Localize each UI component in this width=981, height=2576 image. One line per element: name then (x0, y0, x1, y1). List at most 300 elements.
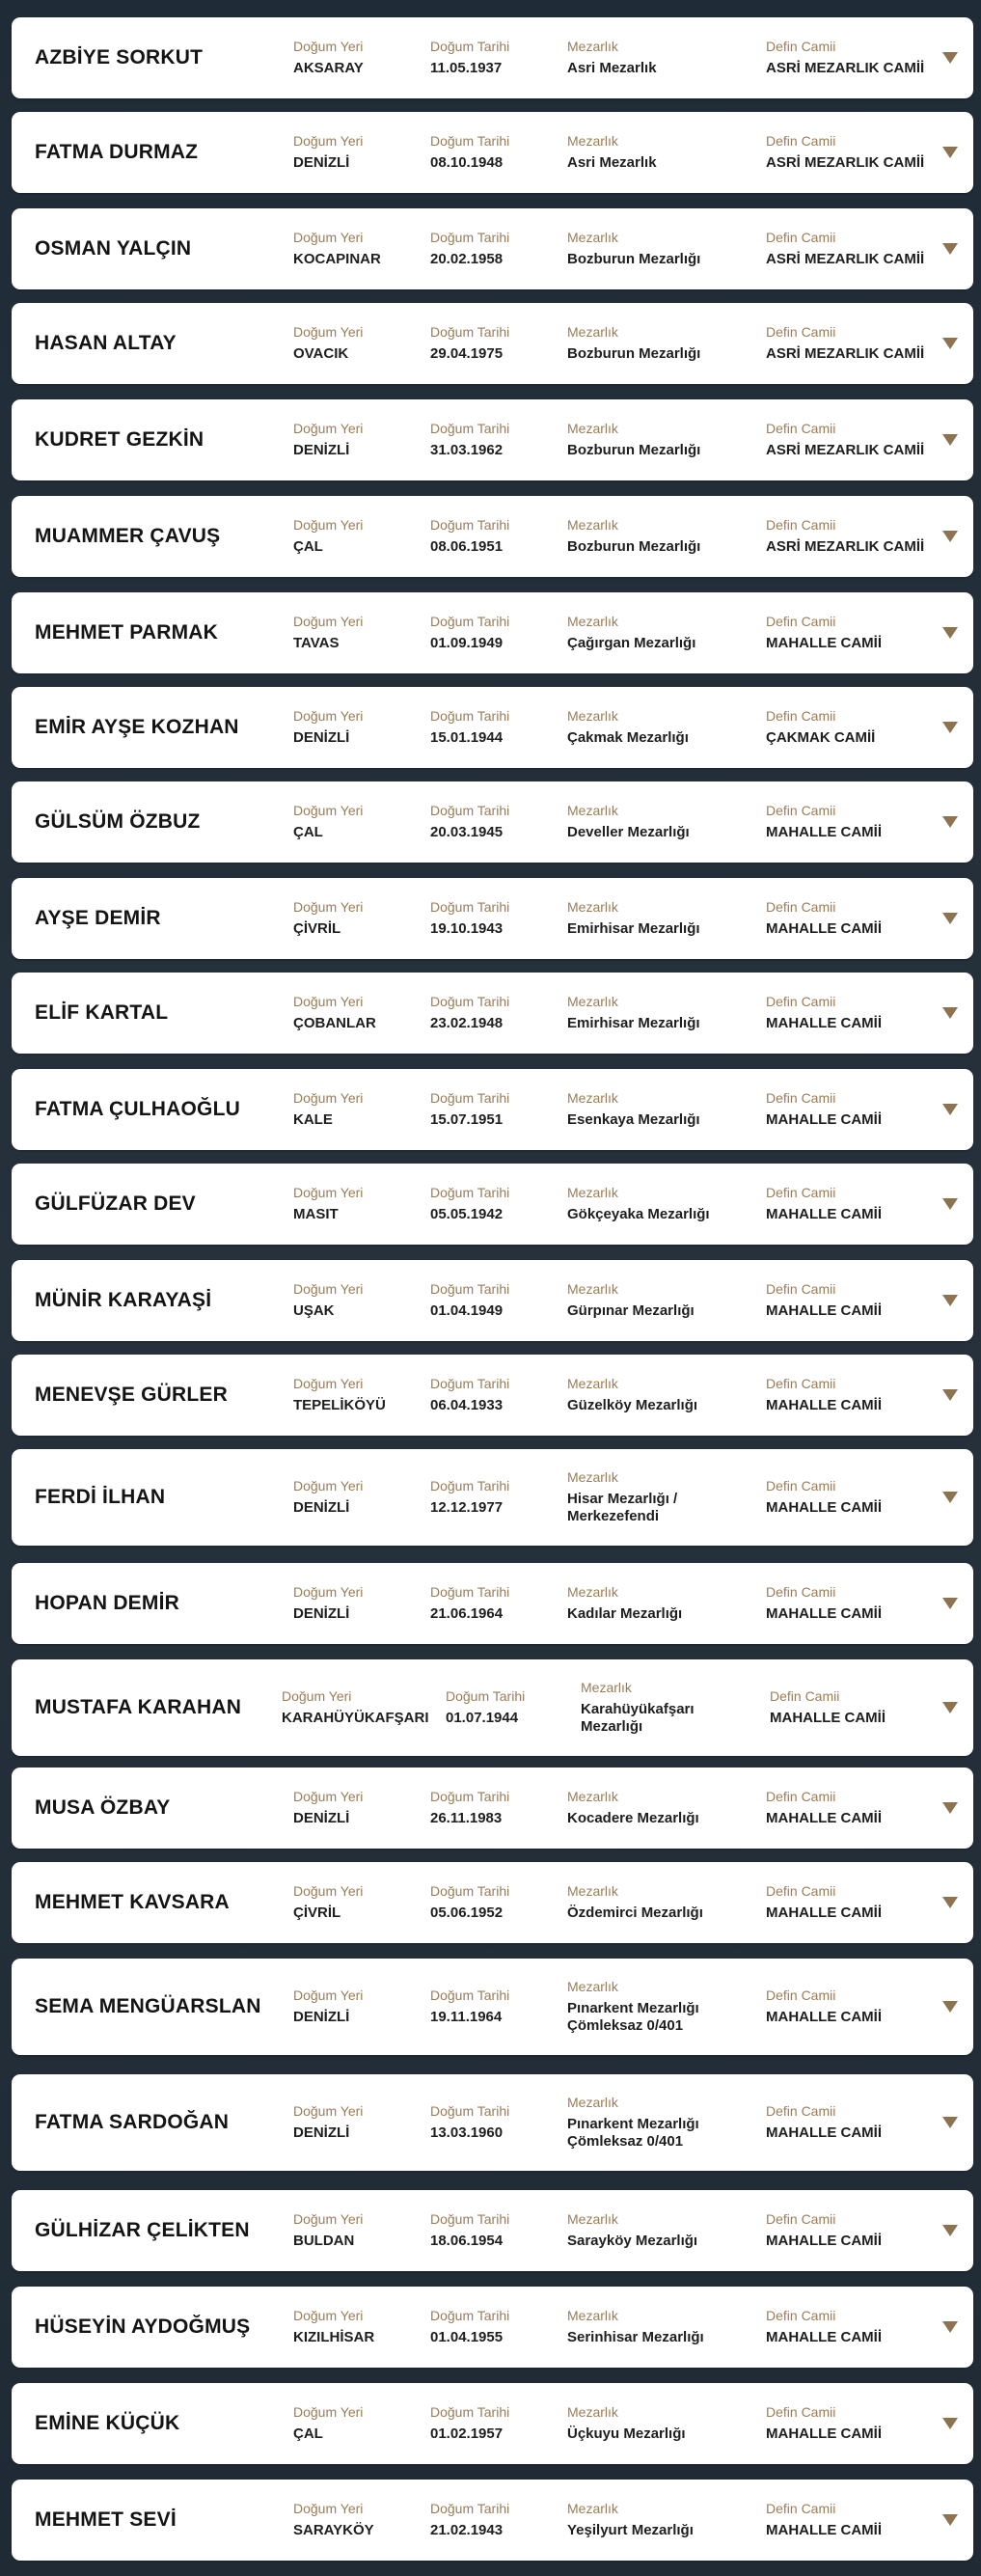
cemetery-value: Bozburun Mezarlığı (567, 345, 701, 362)
mosque-value: MAHALLE CAMİİ (766, 1015, 882, 1031)
cemetery-value: Üçkuyu Mezarlığı (567, 2425, 686, 2442)
obituary-card[interactable] (12, 496, 973, 577)
birth-date-value: 21.02.1943 (430, 2522, 504, 2538)
chevron-down-icon[interactable] (942, 1598, 958, 1609)
cemetery-value: Gürpınar Mezarlığı (567, 1302, 695, 1319)
mosque-field (766, 112, 949, 193)
birth-place-value: DENİZLİ (293, 2124, 350, 2141)
birth-place-value: ÇAL (293, 538, 323, 555)
deceased-name: AZBİYE SORKUT (35, 46, 204, 69)
deceased-name: MEHMET KAVSARA (35, 1891, 230, 1913)
chevron-down-icon[interactable] (942, 243, 958, 255)
chevron-down-icon[interactable] (942, 722, 958, 733)
birth-place-value: UŞAK (293, 1302, 335, 1319)
birth-place-field (293, 781, 428, 863)
birth-place-field (293, 496, 428, 577)
obituary-card[interactable] (12, 1959, 973, 2055)
mosque-field (770, 1659, 943, 1756)
chevron-down-icon[interactable] (942, 1492, 958, 1503)
cemetery-label: Mezarlık (567, 421, 618, 436)
obituary-card[interactable] (12, 1659, 973, 1756)
birth-place-label: Doğum Yeri (293, 39, 364, 54)
mosque-label: Defin Camii (766, 133, 836, 149)
birth-date-label: Doğum Tarihi (430, 39, 510, 54)
birth-date-label: Doğum Tarihi (430, 2501, 510, 2516)
birth-place-field (293, 687, 428, 768)
birth-date-field (430, 1164, 563, 1245)
cemetery-field (567, 303, 758, 384)
chevron-down-icon[interactable] (942, 52, 958, 64)
mosque-value: MAHALLE CAMİİ (766, 2124, 882, 2141)
deceased-name: MUAMMER ÇAVUŞ (35, 525, 221, 547)
birth-place-label: Doğum Yeri (293, 994, 364, 1009)
mosque-field (766, 592, 949, 673)
mosque-value: ÇAKMAK CAMİİ (766, 729, 876, 746)
mosque-label: Defin Camii (766, 1478, 836, 1494)
cemetery-label: Mezarlık (567, 1979, 618, 1994)
obituary-card[interactable] (12, 1260, 973, 1341)
birth-place-value: ÇOBANLAR (293, 1015, 376, 1031)
mosque-field (766, 1768, 949, 1849)
birth-place-value: ÇAL (293, 2425, 323, 2442)
birth-place-value: ÇAL (293, 824, 323, 840)
cemetery-field (567, 1355, 758, 1436)
birth-place-field (293, 2287, 428, 2368)
mosque-field (766, 496, 949, 577)
cemetery-value: Hisar Mezarlığı / Merkezefendi (567, 1491, 678, 1524)
birth-place-label: Doğum Yeri (293, 324, 364, 340)
mosque-label: Defin Camii (766, 1090, 836, 1106)
mosque-label: Defin Camii (766, 517, 836, 533)
cemetery-field (567, 1862, 758, 1943)
mosque-label: Defin Camii (766, 994, 836, 1009)
mosque-label: Defin Camii (766, 324, 836, 340)
obituary-card[interactable] (12, 1164, 973, 1245)
chevron-down-icon[interactable] (942, 2117, 958, 2128)
birth-date-label: Doğum Tarihi (430, 1090, 510, 1106)
obituary-card[interactable] (12, 2287, 973, 2368)
cemetery-value: Özdemirci Mezarlığı (567, 1905, 703, 1921)
birth-place-value: TAVAS (293, 635, 340, 651)
birth-place-label: Doğum Yeri (293, 2211, 364, 2227)
birth-place-value: DENİZLİ (293, 442, 350, 458)
cemetery-field (567, 878, 758, 959)
birth-place-value: AKSARAY (293, 60, 364, 76)
birth-place-label: Doğum Yeri (293, 1883, 364, 1899)
birth-date-label: Doğum Tarihi (430, 324, 510, 340)
birth-date-label: Doğum Tarihi (430, 1584, 510, 1600)
birth-date-field (430, 208, 563, 289)
mosque-label: Defin Camii (766, 2404, 836, 2420)
mosque-label: Defin Camii (766, 614, 836, 629)
mosque-field (766, 399, 949, 480)
cemetery-field (567, 1449, 758, 1546)
birth-place-label: Doğum Yeri (282, 1688, 352, 1704)
mosque-value: MAHALLE CAMİİ (766, 1499, 882, 1516)
cemetery-field (581, 1659, 754, 1756)
deceased-name: HÜSEYİN AYDOĞMUŞ (35, 2316, 251, 2338)
birth-date-value: 05.06.1952 (430, 1905, 504, 1921)
obituary-card[interactable] (12, 1355, 973, 1436)
birth-date-label: Doğum Tarihi (430, 2103, 510, 2119)
birth-place-value: KARAHÜYÜKAFŞARI (282, 1710, 429, 1726)
birth-date-label: Doğum Tarihi (430, 1987, 510, 2003)
mosque-field (766, 303, 949, 384)
mosque-label: Defin Camii (766, 1987, 836, 2003)
birth-date-value: 15.01.1944 (430, 729, 504, 746)
birth-date-value: 23.02.1948 (430, 1015, 504, 1031)
birth-date-label: Doğum Tarihi (430, 421, 510, 436)
cemetery-field (567, 2480, 758, 2561)
obituary-card[interactable] (12, 2480, 973, 2561)
birth-place-label: Doğum Yeri (293, 421, 364, 436)
cemetery-label: Mezarlık (567, 994, 618, 1009)
mosque-value: MAHALLE CAMİİ (766, 2329, 882, 2345)
chevron-down-icon[interactable] (942, 2321, 958, 2333)
birth-date-value: 01.09.1949 (430, 635, 504, 651)
cemetery-label: Mezarlık (567, 1789, 618, 1804)
obituary-card[interactable] (12, 1449, 973, 1546)
cemetery-value: Kocadere Mezarlığı (567, 1810, 699, 1826)
cemetery-label: Mezarlık (567, 708, 618, 724)
cemetery-field (567, 1164, 758, 1245)
obituary-card[interactable] (12, 303, 973, 384)
cemetery-label: Mezarlık (567, 39, 618, 54)
cemetery-label: Mezarlık (567, 2095, 618, 2110)
birth-place-field (293, 2074, 428, 2171)
mosque-label: Defin Camii (766, 421, 836, 436)
chevron-down-icon[interactable] (942, 1702, 958, 1713)
birth-date-label: Doğum Tarihi (430, 994, 510, 1009)
birth-place-field (293, 878, 428, 959)
mosque-field (766, 208, 949, 289)
birth-date-field (430, 592, 563, 673)
birth-place-label: Doğum Yeri (293, 1281, 364, 1297)
cemetery-label: Mezarlık (567, 803, 618, 818)
obituary-card[interactable] (12, 973, 973, 1054)
birth-place-value: DENİZLİ (293, 1499, 350, 1516)
cemetery-value: Sarayköy Mezarlığı (567, 2233, 698, 2249)
mosque-field (766, 1862, 949, 1943)
birth-date-value: 12.12.1977 (430, 1499, 504, 1516)
mosque-field (766, 1959, 949, 2055)
mosque-label: Defin Camii (766, 2308, 836, 2323)
mosque-value: ASRİ MEZARLIK CAMİİ (766, 154, 925, 171)
mosque-field (766, 781, 949, 863)
birth-place-field (293, 2190, 428, 2271)
deceased-name: ELİF KARTAL (35, 1001, 169, 1024)
chevron-down-icon[interactable] (942, 338, 958, 349)
cemetery-value: Asri Mezarlık (567, 60, 657, 76)
mosque-label: Defin Camii (766, 2103, 836, 2119)
obituary-card[interactable] (12, 1563, 973, 1644)
mosque-field (766, 1069, 949, 1150)
birth-date-label: Doğum Tarihi (430, 2308, 510, 2323)
mosque-value: MAHALLE CAMİİ (766, 2425, 882, 2442)
cemetery-field (567, 112, 758, 193)
mosque-field (766, 1563, 949, 1644)
birth-date-field (430, 303, 563, 384)
birth-date-value: 21.06.1964 (430, 1605, 504, 1622)
obituary-card[interactable] (12, 1069, 973, 1150)
deceased-name: AYŞE DEMİR (35, 907, 161, 929)
cemetery-label: Mezarlık (567, 517, 618, 533)
mosque-label: Defin Camii (766, 39, 836, 54)
deceased-name: OSMAN YALÇIN (35, 237, 192, 260)
chevron-down-icon[interactable] (942, 1295, 958, 1306)
birth-place-field (293, 1260, 428, 1341)
birth-place-label: Doğum Yeri (293, 803, 364, 818)
obituary-card[interactable] (12, 2383, 973, 2464)
deceased-name: FATMA ÇULHAOĞLU (35, 1098, 240, 1120)
cemetery-value: Pınarkent Mezarlığı Çömleksaz 0/401 (567, 2116, 699, 2150)
chevron-down-icon[interactable] (942, 1802, 958, 1814)
cemetery-field (567, 208, 758, 289)
birth-date-field (430, 1862, 563, 1943)
obituary-card[interactable] (12, 592, 973, 673)
deceased-name: GÜLSÜM ÖZBUZ (35, 810, 201, 833)
deceased-name: SEMA MENGÜARSLAN (35, 1995, 261, 2017)
mosque-value: MAHALLE CAMİİ (766, 1810, 882, 1826)
obituary-card[interactable] (12, 781, 973, 863)
cemetery-value: Emirhisar Mezarlığı (567, 920, 700, 937)
deceased-name: EMİR AYŞE KOZHAN (35, 716, 239, 738)
birth-place-field (293, 1069, 428, 1150)
obituary-card[interactable] (12, 1768, 973, 1849)
birth-place-label: Doğum Yeri (293, 1090, 364, 1106)
cemetery-field (567, 687, 758, 768)
cemetery-field (567, 1069, 758, 1150)
deceased-name: FERDİ İLHAN (35, 1486, 166, 1508)
deceased-name: MUSTAFA KARAHAN (35, 1696, 242, 1718)
cemetery-value: Bozburun Mezarlığı (567, 442, 701, 458)
birth-place-value: KALE (293, 1111, 333, 1128)
birth-date-field (430, 1959, 563, 2055)
chevron-down-icon[interactable] (942, 1389, 958, 1401)
mosque-field (766, 1260, 949, 1341)
mosque-label: Defin Camii (766, 1376, 836, 1391)
birth-place-field (293, 592, 428, 673)
birth-date-label: Doğum Tarihi (430, 1281, 510, 1297)
mosque-label: Defin Camii (766, 803, 836, 818)
cemetery-value: Develler Mezarlığı (567, 824, 690, 840)
birth-place-label: Doğum Yeri (293, 1376, 364, 1391)
chevron-down-icon[interactable] (942, 434, 958, 446)
birth-date-value: 18.06.1954 (430, 2233, 504, 2249)
birth-date-field (430, 878, 563, 959)
mosque-field (766, 878, 949, 959)
obituary-card[interactable] (12, 112, 973, 193)
birth-date-label: Doğum Tarihi (430, 1185, 510, 1200)
obituary-card[interactable] (12, 878, 973, 959)
birth-place-value: SARAYKÖY (293, 2522, 374, 2538)
chevron-down-icon[interactable] (942, 531, 958, 542)
cemetery-label: Mezarlık (567, 1883, 618, 1899)
birth-place-value: TEPELİKÖYÜ (293, 1397, 386, 1413)
birth-place-field (293, 1164, 428, 1245)
cemetery-value: Gökçeyaka Mezarlığı (567, 1206, 710, 1222)
birth-date-value: 31.03.1962 (430, 442, 504, 458)
deceased-name: MENEVŞE GÜRLER (35, 1384, 228, 1406)
chevron-down-icon[interactable] (942, 816, 958, 828)
birth-date-value: 20.03.1945 (430, 824, 504, 840)
birth-place-label: Doğum Yeri (293, 1584, 364, 1600)
birth-place-field (282, 1659, 441, 1756)
birth-place-label: Doğum Yeri (293, 2103, 364, 2119)
chevron-down-icon[interactable] (942, 1198, 958, 1210)
birth-place-field (293, 1449, 428, 1546)
birth-date-value: 01.04.1949 (430, 1302, 504, 1319)
cemetery-field (567, 2074, 758, 2171)
cemetery-value: Bozburun Mezarlığı (567, 251, 701, 267)
obituary-card[interactable] (12, 208, 973, 289)
cemetery-label: Mezarlık (567, 1376, 618, 1391)
cemetery-label: Mezarlık (567, 1185, 618, 1200)
mosque-value: MAHALLE CAMİİ (766, 1206, 882, 1222)
cemetery-label: Mezarlık (567, 230, 618, 245)
mosque-label: Defin Camii (766, 1584, 836, 1600)
birth-place-value: OVACIK (293, 345, 349, 362)
cemetery-value: Kadılar Mezarlığı (567, 1605, 683, 1622)
cemetery-label: Mezarlık (567, 2308, 618, 2323)
mosque-value: MAHALLE CAMİİ (766, 2233, 882, 2249)
obituary-card[interactable] (12, 2190, 973, 2271)
deceased-name: MEHMET SEVİ (35, 2508, 177, 2531)
cemetery-value: Karahüyükafşarı Mezarlığı (581, 1701, 695, 1735)
deceased-name: HASAN ALTAY (35, 332, 177, 354)
chevron-down-icon[interactable] (942, 147, 958, 158)
birth-date-label: Doğum Tarihi (430, 230, 510, 245)
cemetery-label: Mezarlık (567, 1281, 618, 1297)
birth-date-label: Doğum Tarihi (430, 899, 510, 915)
birth-place-value: DENİZLİ (293, 2009, 350, 2025)
chevron-down-icon[interactable] (942, 2514, 958, 2526)
birth-place-label: Doğum Yeri (293, 2501, 364, 2516)
birth-date-field (430, 496, 563, 577)
mosque-label: Defin Camii (766, 2501, 836, 2516)
cemetery-value: Çağırgan Mezarlığı (567, 635, 696, 651)
birth-date-value: 06.04.1933 (430, 1397, 504, 1413)
birth-date-label: Doğum Tarihi (430, 614, 510, 629)
mosque-value: MAHALLE CAMİİ (770, 1710, 886, 1726)
birth-date-value: 11.05.1937 (430, 60, 503, 76)
chevron-down-icon[interactable] (942, 913, 958, 924)
birth-place-label: Doğum Yeri (293, 1478, 364, 1494)
birth-date-value: 20.02.1958 (430, 251, 504, 267)
birth-place-value: DENİZLİ (293, 729, 350, 746)
birth-place-value: MASIT (293, 1206, 339, 1222)
birth-place-field (293, 1768, 428, 1849)
birth-date-field (430, 1563, 563, 1644)
chevron-down-icon[interactable] (942, 1007, 958, 1019)
chevron-down-icon[interactable] (942, 2001, 958, 2013)
birth-place-field (293, 17, 428, 98)
birth-place-field (293, 1959, 428, 2055)
birth-date-field (446, 1659, 576, 1756)
cemetery-field (567, 2287, 758, 2368)
mosque-field (766, 2287, 949, 2368)
mosque-value: MAHALLE CAMİİ (766, 1111, 882, 1128)
cemetery-field (567, 399, 758, 480)
mosque-label: Defin Camii (766, 1789, 836, 1804)
chevron-down-icon[interactable] (942, 1897, 958, 1908)
obituary-card[interactable] (12, 2074, 973, 2171)
birth-date-field (430, 2287, 563, 2368)
mosque-label: Defin Camii (766, 1883, 836, 1899)
birth-date-value: 15.07.1951 (430, 1111, 504, 1128)
birth-place-label: Doğum Yeri (293, 1987, 364, 2003)
chevron-down-icon[interactable] (942, 2225, 958, 2236)
cemetery-value: Emirhisar Mezarlığı (567, 1015, 700, 1031)
birth-date-label: Doğum Tarihi (430, 708, 510, 724)
birth-place-field (293, 1563, 428, 1644)
birth-place-field (293, 1862, 428, 1943)
cemetery-value: Serinhisar Mezarlığı (567, 2329, 704, 2345)
obituary-card[interactable] (12, 1862, 973, 1943)
mosque-field (766, 973, 949, 1054)
birth-date-label: Doğum Tarihi (430, 517, 510, 533)
birth-place-value: DENİZLİ (293, 1605, 350, 1622)
cemetery-label: Mezarlık (567, 2501, 618, 2516)
cemetery-field (567, 1260, 758, 1341)
mosque-field (766, 2190, 949, 2271)
birth-date-field (430, 112, 563, 193)
birth-date-label: Doğum Tarihi (430, 803, 510, 818)
obituary-card[interactable] (12, 687, 973, 768)
birth-date-field (430, 399, 563, 480)
cemetery-label: Mezarlık (567, 1584, 618, 1600)
cemetery-field (567, 973, 758, 1054)
cemetery-value: Yeşilyurt Mezarlığı (567, 2522, 694, 2538)
birth-place-label: Doğum Yeri (293, 230, 364, 245)
mosque-label: Defin Camii (766, 1281, 836, 1297)
mosque-label: Defin Camii (770, 1688, 840, 1704)
mosque-field (766, 687, 949, 768)
birth-place-value: KOCAPINAR (293, 251, 381, 267)
deceased-name: MEHMET PARMAK (35, 621, 219, 644)
cemetery-field (567, 1768, 758, 1849)
cemetery-field (567, 1959, 758, 2055)
cemetery-value: Pınarkent Mezarlığı Çömleksaz 0/401 (567, 2000, 699, 2034)
cemetery-label: Mezarlık (567, 614, 618, 629)
obituary-card[interactable] (12, 399, 973, 480)
birth-place-field (293, 2480, 428, 2561)
mosque-value: MAHALLE CAMİİ (766, 824, 882, 840)
birth-date-label: Doğum Tarihi (430, 2404, 510, 2420)
chevron-down-icon[interactable] (942, 2418, 958, 2429)
birth-date-label: Doğum Tarihi (446, 1688, 526, 1704)
mosque-field (766, 2074, 949, 2171)
cemetery-field (567, 1563, 758, 1644)
obituary-card[interactable] (12, 17, 973, 98)
deceased-name: GÜLHİZAR ÇELİKTEN (35, 2219, 250, 2241)
mosque-value: MAHALLE CAMİİ (766, 1905, 882, 1921)
cemetery-value: Çakmak Mezarlığı (567, 729, 689, 746)
birth-place-field (293, 399, 428, 480)
birth-date-field (430, 2480, 563, 2561)
birth-place-field (293, 1355, 428, 1436)
birth-date-value: 08.10.1948 (430, 154, 504, 171)
chevron-down-icon[interactable] (942, 627, 958, 639)
cemetery-label: Mezarlık (567, 133, 618, 149)
chevron-down-icon[interactable] (942, 1104, 958, 1115)
birth-place-field (293, 208, 428, 289)
birth-date-label: Doğum Tarihi (430, 1789, 510, 1804)
cemetery-field (567, 496, 758, 577)
mosque-field (766, 1355, 949, 1436)
cemetery-label: Mezarlık (567, 2211, 618, 2227)
birth-date-value: 01.04.1955 (430, 2329, 504, 2345)
